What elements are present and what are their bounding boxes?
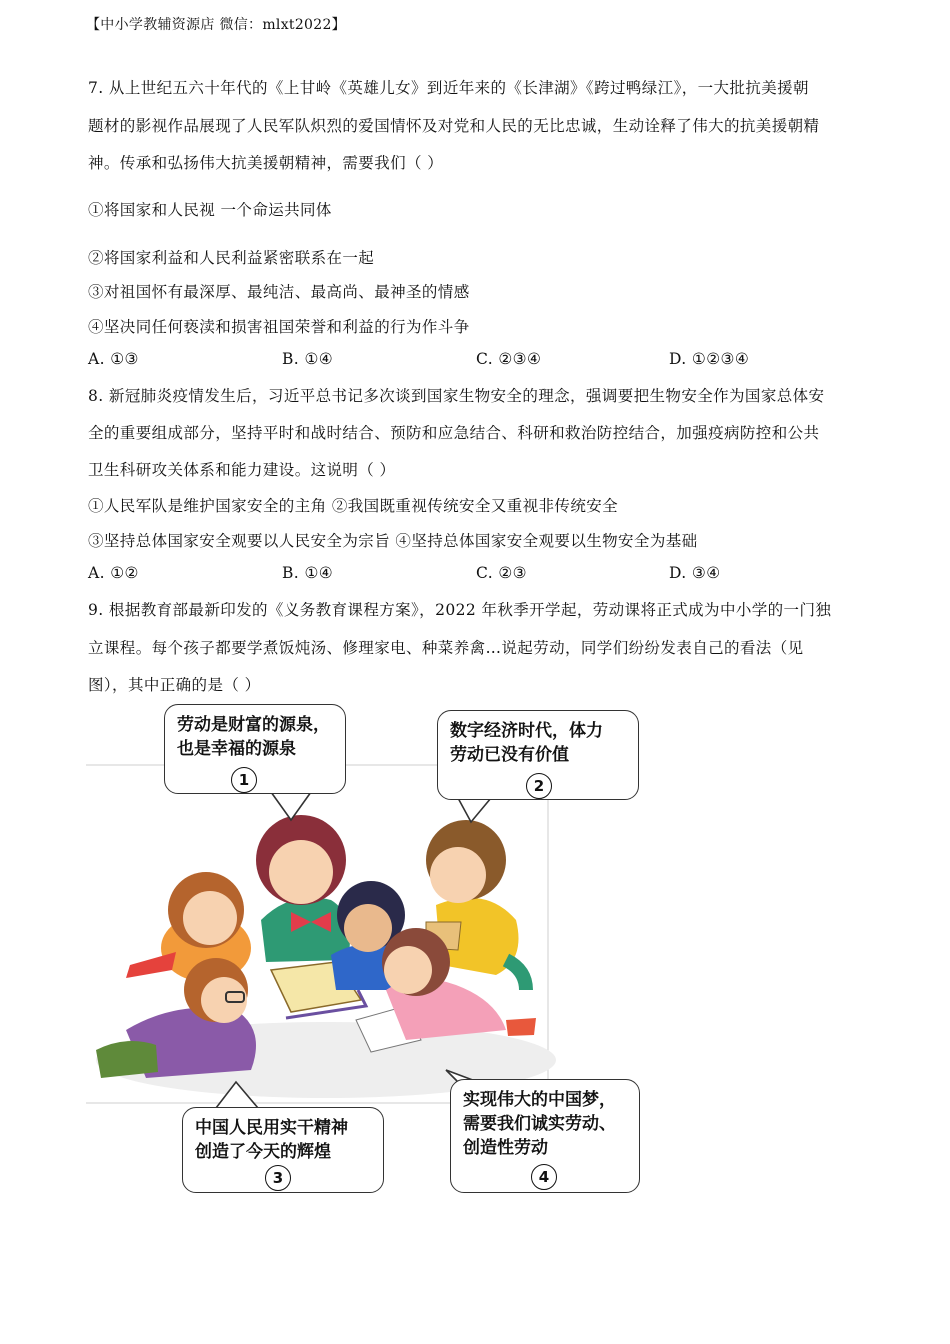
q7-line-2: 题材的影视作品展现了人民军队炽烈的爱国情怀及对党和人民的无比忠诚，生动诠释了伟大的抗美援朝精 — [88, 117, 820, 135]
q8-option-c: C. ②③ — [476, 564, 527, 582]
bubble-3-number: 3 — [265, 1165, 291, 1191]
q7-line-3: 神。传承和弘扬伟大抗美援朝精神，需要我们（ ） — [88, 154, 444, 172]
q7-statement-2: ②将国家利益和人民利益紧密联系在一起 — [88, 249, 375, 267]
bubble-2-number: 2 — [526, 773, 552, 799]
bubble-4-number: 4 — [531, 1164, 557, 1190]
q7-option-b: B. ①④ — [282, 350, 334, 368]
speech-bubble-1 — [164, 704, 346, 794]
q9-line-1: 9. 根据教育部最新印发的《义务教育课程方案》，2022 年秋季开学起，劳动课将正式成为中小学的一门独 — [88, 601, 832, 619]
q8-option-a: A. ①② — [88, 564, 139, 582]
q8-statement-1-2: ①人民军队是维护国家安全的主角 ②我国既重视传统安全又重视非传统安全 — [88, 497, 619, 515]
q7-option-a: A. ①③ — [88, 350, 139, 368]
q9-line-3: 图），其中正确的是（ ） — [88, 676, 261, 694]
bubble-3-line-1: 中国人民用实干精神 — [195, 1118, 348, 1138]
bubble-1-line-2: 也是幸福的源泉 — [177, 739, 296, 759]
q9-line-2: 立课程。每个孩子都要学煮饭炖汤、修理家电、种菜养禽…说起劳动，同学们纷纷发表自己的看法（见 — [88, 639, 804, 657]
bubble-2-line-1: 数字经济时代，体力 — [450, 721, 603, 741]
bubble-4-line-3: 创造性劳动 — [463, 1138, 548, 1158]
speech-bubble-2 — [437, 710, 639, 800]
bubble-4-line-1: 实现伟大的中国梦， — [463, 1090, 616, 1110]
q7-option-c: C. ②③④ — [476, 350, 542, 368]
q7-statement-3: ③对祖国怀有最深厚、最纯洁、最高尚、最神圣的情感 — [88, 283, 470, 301]
q7-statement-1: ①将国家和人民视 一个命运共同体 — [88, 201, 332, 219]
bubble-2-line-2: 劳动已没有价值 — [450, 745, 569, 765]
speech-bubble-3 — [182, 1107, 384, 1193]
q8-option-d: D. ③④ — [669, 564, 721, 582]
q8-line-2: 全的重要组成部分，坚持平时和战时结合、预防和应急结合、科研和救治防控结合，加强疫病防控和公共 — [88, 424, 820, 442]
bubble-1-number: 1 — [231, 767, 257, 793]
q8-statement-3-4: ③坚持总体国家安全观要以人民安全为宗旨 ④坚持总体国家安全观要以生物安全为基础 — [88, 532, 698, 550]
q7-option-d: D. ①②③④ — [669, 350, 750, 368]
q7-statement-4: ④坚决同任何亵渎和损害祖国荣誉和利益的行为作斗争 — [88, 318, 470, 336]
children-illustration — [86, 700, 646, 1200]
page-header: 【中小学教辅资源店 微信：mlxt2022】 — [86, 17, 346, 33]
q7-line-1: 7. 从上世纪五六十年代的《上甘岭《英雄儿女》到近年来的《长津湖》《跨过鸭绿江》，一大批抗美援朝 — [88, 79, 809, 97]
q8-option-b: B. ①④ — [282, 564, 334, 582]
q8-line-3: 卫生科研攻关体系和能力建设。这说明（ ） — [88, 461, 396, 479]
speech-bubble-4 — [450, 1079, 640, 1193]
bubble-4-line-2: 需要我们诚实劳动、 — [463, 1114, 616, 1134]
q8-line-1: 8. 新冠肺炎疫情发生后，习近平总书记多次谈到国家生物安全的理念，强调要把生物安全作为国家总体安 — [88, 387, 825, 405]
bubble-3-line-2: 创造了今天的辉煌 — [195, 1142, 331, 1162]
bubble-1-line-1: 劳动是财富的源泉， — [177, 715, 330, 735]
